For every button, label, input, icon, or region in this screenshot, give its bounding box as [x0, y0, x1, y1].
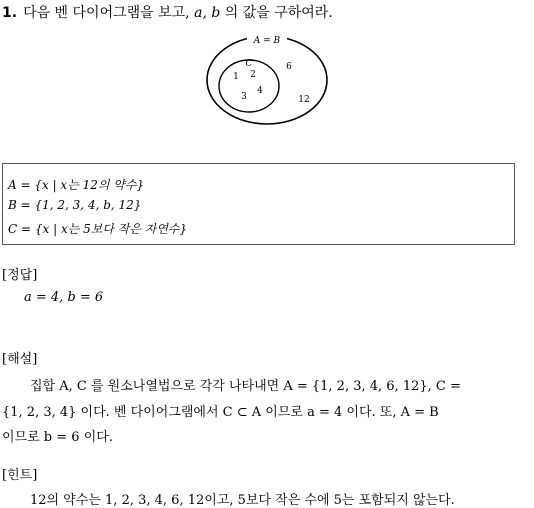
hint-text: 12의 약수는 1, 2, 3, 4, 6, 12이고, 5보다 작은 수에 5는 포함되지 않는다. — [30, 493, 455, 508]
condition-line: A = {x | x는 12의 약수} — [8, 178, 145, 192]
inner-set-label: C — [245, 59, 253, 69]
inner-element: 1 — [233, 72, 239, 82]
outer-set-ellipse — [207, 36, 327, 124]
inner-element: 3 — [241, 92, 247, 102]
inner-element: 2 — [250, 70, 256, 80]
hint-title: [힌트] — [2, 468, 38, 483]
condition-line: B = {1, 2, 3, 4, b, 12} — [8, 198, 142, 212]
question-text-before: 다음 벤 다이어그램을 보고, — [23, 5, 190, 21]
inner-element: 4 — [257, 86, 263, 96]
explanation-line: 이므로 b = 6 이다. — [2, 430, 113, 445]
question-number: 1. — [2, 5, 18, 21]
outer-element: 6 — [286, 62, 292, 72]
question — [2, 2, 333, 22]
answer-text: a = 4, b = 6 — [24, 290, 104, 305]
explanation-line: 집합 A, C 를 원소나열법으로 각각 나타내면 A = {1, 2, 3, 4, 6, 12}, C = — [30, 379, 461, 394]
explanation-line: {1, 2, 3, 4} 이다. 벤 다이어그램에서 C ⊂ A 이므로 a = 4 이다. 또, A = B — [2, 405, 439, 420]
explanation-title: [해설] — [2, 352, 38, 367]
answer-title: [정답] — [2, 268, 38, 283]
outer-set-label: A = B — [253, 36, 281, 46]
question-vars: a, b — [194, 5, 221, 21]
question-text-after: 의 값을 구하여라. — [224, 5, 333, 21]
outer-element: 12 — [298, 95, 310, 105]
condition-line: C = {x | x는 5보다 작은 자연수} — [8, 222, 188, 236]
venn-diagram — [203, 30, 333, 130]
conditions-box — [2, 163, 515, 245]
